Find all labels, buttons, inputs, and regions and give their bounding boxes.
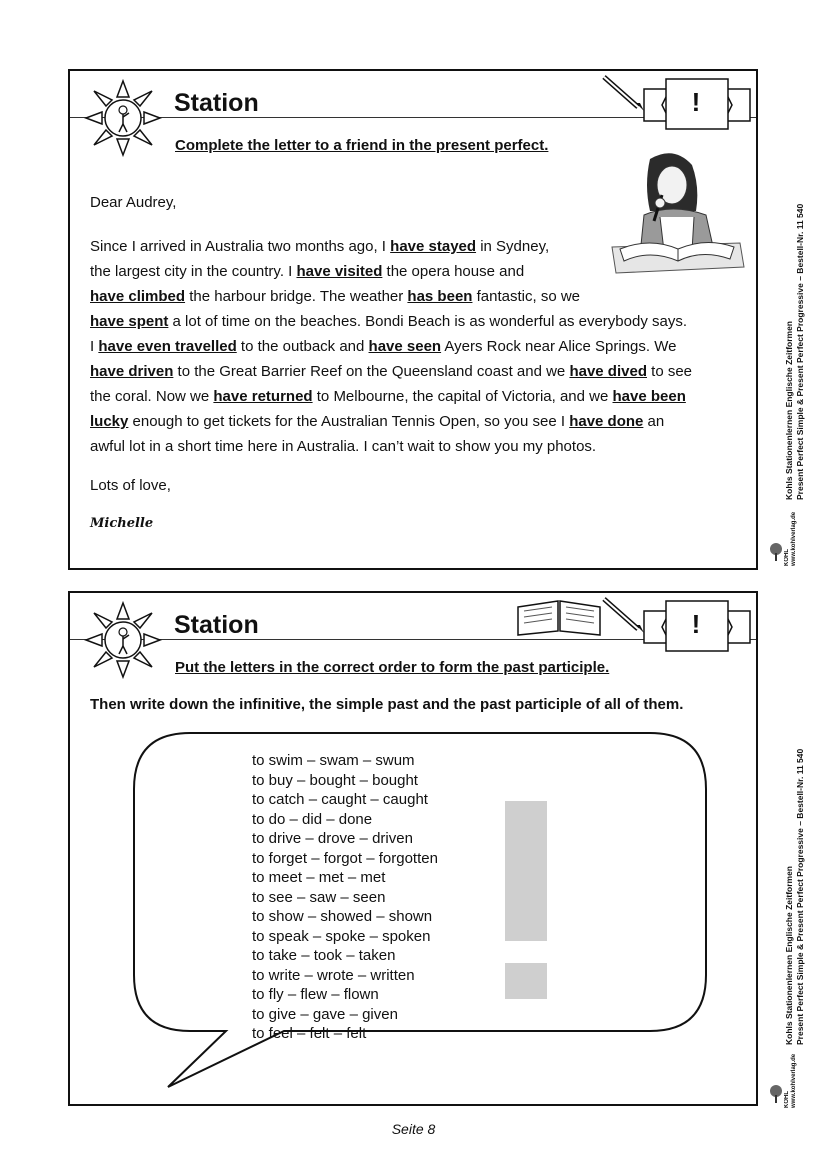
publisher-logo bbox=[768, 510, 810, 566]
verb-forms-line: to feel – felt – felt bbox=[252, 1025, 367, 1042]
publisher-logo bbox=[768, 1052, 810, 1108]
letter-text: fantastic, so we bbox=[472, 288, 581, 305]
logo-url: www.kohlverlag.de bbox=[791, 1053, 797, 1108]
flag-exclamation: ! bbox=[691, 609, 701, 639]
letter-text: Since I arrived in Australia two months ago, I bbox=[90, 238, 391, 255]
verb-list bbox=[252, 751, 438, 1044]
letter-paragraph bbox=[90, 234, 740, 459]
answer-verb: have visited bbox=[296, 263, 383, 280]
big-exclamation-dot bbox=[505, 963, 547, 999]
letter-body bbox=[90, 234, 740, 459]
answer-verb: have driven bbox=[90, 363, 174, 380]
sidebar-line2: Present Perfect Simple & Present Perfect Progressive – Bestell-Nr. 11 540 bbox=[795, 748, 805, 1045]
verb-forms-line: to show – showed – shown bbox=[252, 908, 433, 925]
verb-forms-line: to see – saw – seen bbox=[252, 888, 386, 906]
sidebar-line1: Kohls Stationenlernen Englische Zeitformen bbox=[784, 321, 794, 500]
answer-verb: has been bbox=[407, 288, 473, 305]
station-card-2 bbox=[68, 591, 758, 1106]
letter-text: to the outback and bbox=[236, 338, 369, 355]
sidebar-text-bottom bbox=[784, 700, 806, 1045]
verb-forms-line: to take – took – taken bbox=[252, 947, 396, 964]
verb-forms-line: to give – gave – given bbox=[252, 1005, 398, 1023]
instruction: Complete the letter to a friend in the present perfect. bbox=[175, 137, 549, 154]
verb-forms-line: to speak – spoke – spoken bbox=[252, 927, 431, 945]
sidebar-line2: Present Perfect Simple & Present Perfect Progressive – Bestell-Nr. 11 540 bbox=[795, 203, 805, 500]
letter-text: the coral. Now we bbox=[90, 388, 214, 405]
tree-logo-icon bbox=[768, 1084, 784, 1104]
answer-verb: have even travelled bbox=[98, 338, 237, 355]
answer-verb: have climbed bbox=[90, 288, 186, 305]
answer-verb: have dived bbox=[569, 363, 647, 380]
verb-forms-line: to drive – drove – driven bbox=[252, 830, 413, 847]
letter-text: I bbox=[90, 338, 99, 355]
answer-verb: have spent bbox=[90, 313, 169, 330]
verb-forms-line: to fly – flew – flown bbox=[252, 986, 379, 1003]
verb-forms-line: to meet – met – met bbox=[252, 869, 386, 886]
sidebar-text-top bbox=[784, 150, 806, 500]
letter-text: Ayers Rock near Alice Springs. We bbox=[441, 338, 677, 355]
letter-closing: Lots of love, bbox=[90, 477, 171, 494]
letter-text: enough to get tickets for the Australian Tennis Open, so you see I bbox=[128, 413, 570, 430]
answer-verb: have done bbox=[569, 413, 644, 430]
letter-text: an bbox=[643, 413, 665, 430]
letter-text: a lot of time on the beaches. Bondi Beach is as wonderful as everybody says. bbox=[168, 313, 688, 330]
subinstruction: Then write down the infinitive, the simple past and the past participle of all of them. bbox=[90, 696, 684, 713]
flag-exclamation: ! bbox=[691, 87, 701, 117]
verb-forms-line: to swim – swam – swum bbox=[252, 752, 415, 769]
big-exclamation-bar bbox=[505, 801, 547, 941]
station-card-1 bbox=[68, 69, 758, 570]
verb-forms-line: to buy – bought – bought bbox=[252, 771, 418, 789]
logo-text: KOHL bbox=[784, 1091, 790, 1108]
letter-text: in Sydney, bbox=[476, 238, 550, 255]
open-book-icon bbox=[514, 597, 604, 637]
verb-forms-line: to catch – caught – caught bbox=[252, 791, 428, 808]
answer-verb: have returned bbox=[213, 388, 313, 405]
verb-forms-line: to forget – forgot – forgotten bbox=[252, 849, 438, 867]
station-title: Station bbox=[174, 611, 259, 639]
letter-greeting: Dear Audrey, bbox=[90, 194, 177, 211]
verb-forms-line: to do – did – done bbox=[252, 810, 373, 828]
letter-text: the harbour bridge. The weather bbox=[185, 288, 408, 305]
letter-text: to the Great Barrier Reef on the Queensland coast and we bbox=[173, 363, 570, 380]
answer-verb: have seen bbox=[368, 338, 442, 355]
station-title: Station bbox=[174, 89, 259, 117]
logo-url: www.kohlverlag.de bbox=[791, 511, 797, 566]
tree-logo-icon bbox=[768, 542, 784, 562]
letter-text: to see bbox=[647, 363, 693, 380]
letter-text: the opera house and bbox=[382, 263, 525, 280]
page-number: Seite 8 bbox=[391, 1121, 436, 1137]
letter-text: awful lot in a short time here in Australia. I can’t wait to show you my photos. bbox=[90, 438, 597, 455]
sun-emblem-icon bbox=[82, 79, 164, 157]
signature: Michelle bbox=[90, 516, 154, 531]
verb-forms-line: to write – wrote – written bbox=[252, 966, 415, 984]
letter-text: to Melbourne, the capital of Victoria, and we bbox=[312, 388, 613, 405]
instruction: Put the letters in the correct order to form the past participle. bbox=[175, 659, 610, 676]
answer-verb: have stayed bbox=[390, 238, 477, 255]
logo-text: KOHL bbox=[784, 549, 790, 566]
answer-verb: lucky bbox=[90, 413, 129, 430]
sun-emblem-icon bbox=[82, 601, 164, 679]
answer-verb: have been bbox=[612, 388, 686, 405]
sidebar-line1: Kohls Stationenlernen Englische Zeitformen bbox=[784, 866, 794, 1045]
letter-text: the largest city in the country. I bbox=[90, 263, 297, 280]
